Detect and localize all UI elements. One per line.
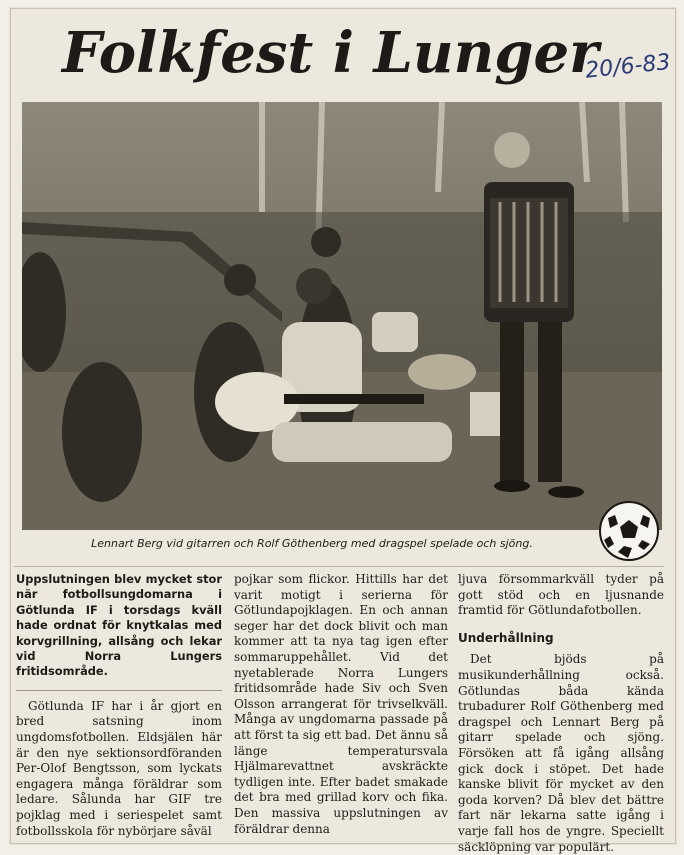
article-lead: Uppslutningen blev mycket stor när fotbollsungdomarna i Götlunda IF i torsdags kväll hade ordnat för knytkalas med korvgrillning, allsång och lekar vid Norra Lungers fritidsområde. bbox=[16, 572, 222, 679]
article-column-3 bbox=[458, 572, 664, 855]
article-body-1: Götlunda IF har i år gjort en bred satsning inom ungdomsfotbollen. Eldsjälen här är den nye sektionsordföranden Per-Olof Bengtsson, som lyckats engagera många föräldrar som ledare. Sålunda har GIF tre pojklag med i seriespelet samt fotbollsskola för nybörjare såväl bbox=[16, 698, 222, 838]
headline: Folkfest i Lunger bbox=[62, 20, 599, 86]
handwritten-date: 20/6-83 bbox=[584, 49, 672, 84]
article-body-4: Det bjöds på musikunderhållning också. Götlundas båda kända trubadurer Rolf Göthenberg med dragspel och Lennart Berg på gitarr spelade och sjöng. Försöken att få igång allsång gick dock i stöpet. Det hade kanske blivit för mycket av den goda korven? Då blev det bättre fart när lekarna satte igång i varje fall hos de yngre. Speciellt säcklöpning var populärt. bbox=[458, 652, 664, 854]
photo-illustration bbox=[22, 102, 662, 530]
article-body-3: ljuva försommarkväll tyder på gott stöd och en ljusnande framtid för Götlundafotbollen. bbox=[458, 572, 664, 618]
column-divider bbox=[14, 566, 664, 567]
article-body-2: pojkar som flickor. Hittills har det varit motigt i serierna för Götlundapojklagen. En och annan seger har det dock blivit och man kommer att ta nya tag igen efter sommaruppehållet. Vid det nyetablerade Norra Lungers fritidsområde hade Siv och Sven Olsson arrangerat för trivselkväll. Många av ungdomarna passade på att först ta sig ett bad. Det ännu så länge temperatursvala Hjälmarevattnet avskräckte tydligen inte. Efter badet smakade det bra med grillad korv och fika. Den massiva uppslutningen av föräldrar denna bbox=[234, 572, 448, 836]
lead-separator bbox=[16, 690, 222, 691]
soccer-ball-icon bbox=[598, 500, 660, 562]
article-subhead: Underhållning bbox=[458, 630, 554, 645]
article-column-1 bbox=[16, 572, 222, 839]
photo-caption: Lennart Berg vid gitarren och Rolf Göthenberg med dragspel spelade och sjöng. bbox=[91, 537, 533, 550]
article-photo bbox=[22, 102, 662, 530]
article-column-2 bbox=[234, 572, 448, 837]
